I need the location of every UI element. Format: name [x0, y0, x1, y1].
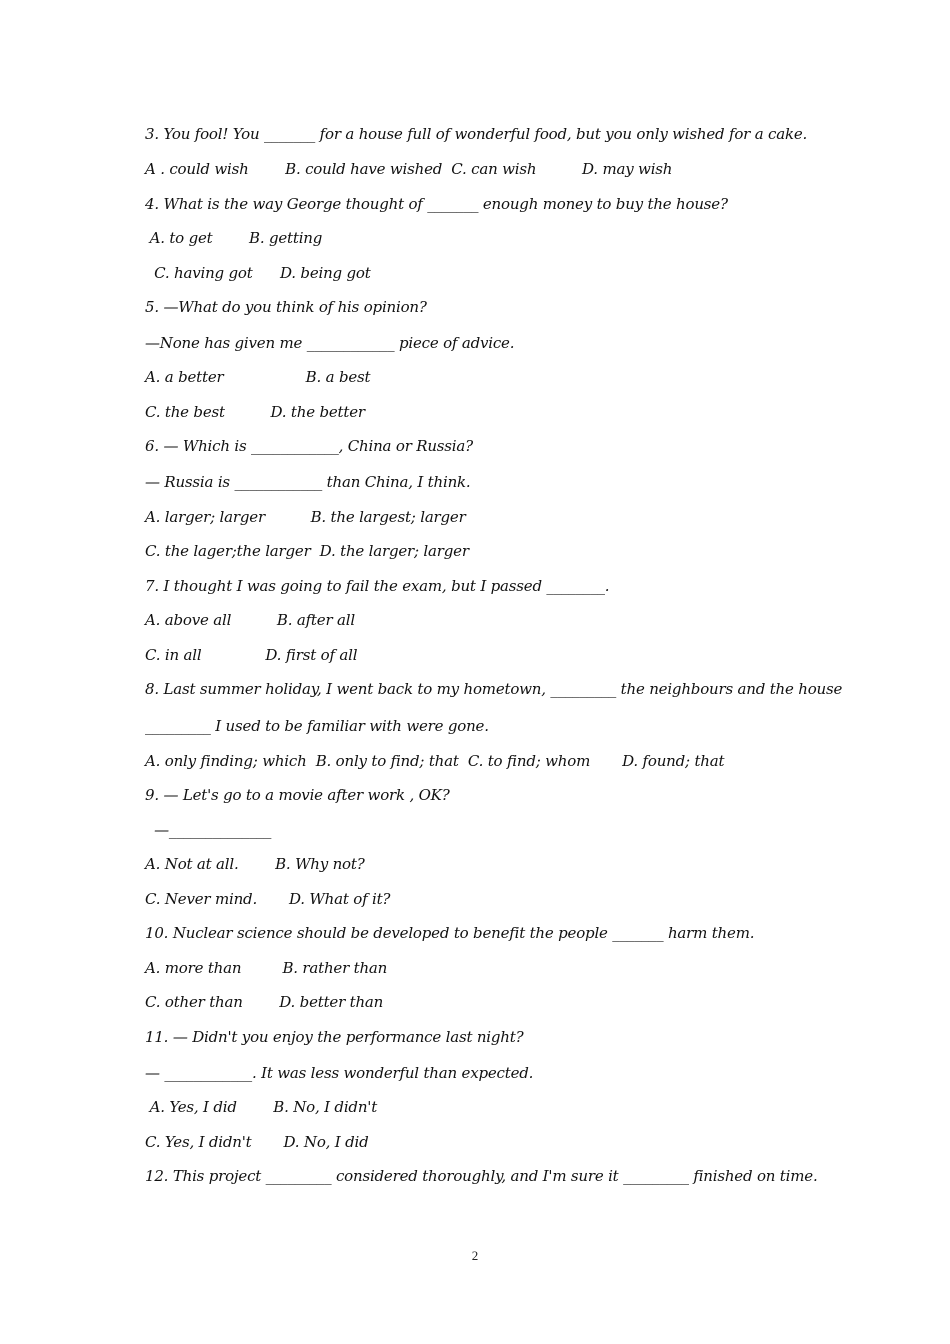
question-11-options-cd: C. Yes, I didn't D. No, I did — [145, 1133, 369, 1151]
question-6-stem: 6. — Which is ____________, China or Russia? — [145, 437, 473, 455]
question-5-options-cd: C. the best D. the better — [145, 403, 365, 421]
question-3-stem: 3. You fool! You _______ for a house full of wonderful food, but you only wished for a cake. — [145, 125, 808, 143]
question-8-stem-line-1: 8. Last summer holiday, I went back to my hometown, _________ the neighbours and the house — [145, 680, 843, 698]
question-12-stem: 12. This project _________ considered thoroughly, and I'm sure it _________ finished on time. — [145, 1167, 818, 1185]
question-6-options-cd: C. the lager;the larger D. the larger; larger — [145, 542, 469, 560]
question-9-options-ab: A. Not at all. B. Why not? — [145, 855, 365, 873]
question-4-stem: 4. What is the way George thought of _______ enough money to buy the house? — [145, 195, 728, 213]
question-11-stem: 11. — Didn't you enjoy the performance last night? — [145, 1028, 524, 1046]
question-8-options: A. only finding; which B. only to find; that C. to find; whom D. found; that — [145, 752, 725, 770]
question-9-options-cd: C. Never mind. D. What of it? — [145, 890, 391, 908]
question-4-options-cd: C. having got D. being got — [145, 264, 371, 282]
question-6-reply: — Russia is ____________ than China, I think. — [145, 473, 471, 491]
question-9-reply: —______________ — [145, 821, 272, 839]
page-number: 2 — [471, 1248, 479, 1263]
question-7-options-cd: C. in all D. first of all — [145, 646, 358, 664]
question-5-stem: 5. —What do you think of his opinion? — [145, 298, 427, 316]
question-5-options-ab: A. a better B. a best — [145, 368, 371, 386]
question-4-options-ab: A. to get B. getting — [145, 229, 323, 247]
question-9-stem: 9. — Let's go to a movie after work , OK? — [145, 786, 450, 804]
question-7-options-ab: A. above all B. after all — [145, 611, 355, 629]
question-6-options-ab: A. larger; larger B. the largest; larger — [145, 508, 466, 526]
question-10-options-ab: A. more than B. rather than — [145, 959, 388, 977]
question-11-reply: — ____________. It was less wonderful than expected. — [145, 1064, 534, 1082]
question-7-stem: 7. I thought I was going to fail the exam, but I passed ________. — [145, 577, 610, 595]
question-8-stem-line-2: _________ I used to be familiar with were gone. — [145, 717, 489, 735]
question-10-stem: 10. Nuclear science should be developed to benefit the people _______ harm them. — [145, 924, 755, 942]
question-3-options: A . could wish B. could have wished C. can wish D. may wish — [145, 160, 673, 178]
question-10-options-cd: C. other than D. better than — [145, 993, 384, 1011]
question-5-reply: —None has given me ____________ piece of advice. — [145, 334, 515, 352]
question-11-options-ab: A. Yes, I did B. No, I didn't — [145, 1098, 378, 1116]
